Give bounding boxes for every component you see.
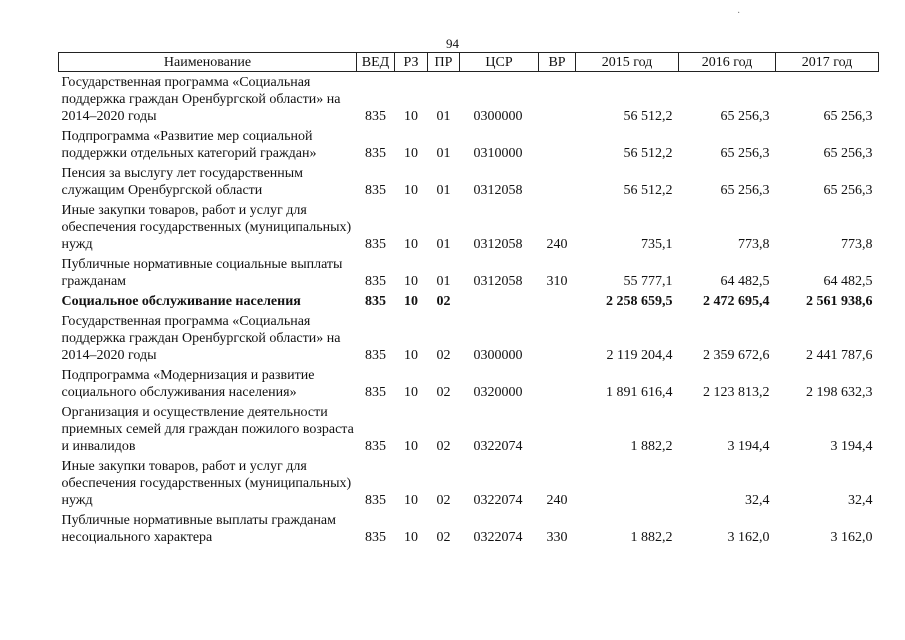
row-ved-cell: 835 [365,493,386,508]
column-header-pr: ПР [428,53,460,72]
row-name-cell: Публичные нормативные выплаты гражданам несоциального характера [61,513,336,545]
row-ved-cell: 835 [365,530,386,545]
row-vr-cell: 310 [546,274,568,289]
column-header-2017: 2017 год [776,53,879,72]
row-vr-cell: 240 [546,493,568,508]
row-2015-cell: 56 512,2 [623,183,673,198]
row-ved-cell: 835 [365,183,386,198]
row-pr-cell: 01 [436,274,451,289]
row-ved-cell: 835 [365,348,386,363]
row-2016-cell: 3 162,0 [727,530,770,545]
table-row [59,311,879,365]
row-name-cell: Иные закупки товаров, работ и услуг для обеспечения государственных (муниципальных) нужд [61,203,352,252]
row-2016-cell: 65 256,3 [720,146,770,161]
row-rz-cell: 10 [404,385,418,400]
table-row [59,456,879,510]
row-2016-cell: 2 472 695,4 [703,294,770,309]
table-row [59,163,879,200]
row-2015-cell: 1 882,2 [630,530,673,545]
row-vr-cell: 240 [546,237,568,252]
row-2017-cell: 2 441 787,6 [806,348,873,363]
row-pr-cell: 02 [436,294,451,309]
row-2017-cell: 65 256,3 [823,183,873,198]
row-rz-cell: 10 [404,274,418,289]
row-2017-cell: 65 256,3 [823,109,873,124]
table-row [59,365,879,402]
row-vr-cell [539,311,576,365]
row-name-cell: Публичные нормативные социальные выплаты гражданам [61,257,343,289]
column-header-2015: 2015 год [576,53,679,72]
row-2015-cell: 1 891 616,4 [606,385,673,400]
row-rz-cell: 10 [404,530,418,545]
row-ved-cell: 835 [365,294,386,309]
row-vr-cell: 330 [546,530,568,545]
row-2017-cell: 65 256,3 [823,146,873,161]
row-name-cell: Организация и осуществление деятельности приемных семей для граждан пожилого возраста и инвалидов [61,405,354,454]
row-2017-cell: 64 482,5 [823,274,873,289]
row-2015-cell: 55 777,1 [623,274,673,289]
row-2017-cell: 2 198 632,3 [806,385,873,400]
table-row [59,254,879,291]
row-csr-cell: 0312058 [473,237,523,252]
row-2016-cell: 2 123 813,2 [703,385,770,400]
row-rz-cell: 10 [404,146,418,161]
header-row [59,53,879,72]
row-2016-cell: 3 194,4 [727,439,770,454]
row-name-cell: Подпрограмма «Модернизация и развитие социального обслуживания населения» [61,368,315,400]
page-number: 94 [446,36,459,51]
row-pr-cell: 02 [436,348,451,363]
row-2016-cell: 32,4 [745,493,770,508]
row-2015-cell: 56 512,2 [623,146,673,161]
row-name-cell: Социальное обслуживание населения [61,294,301,309]
row-rz-cell: 10 [404,294,418,309]
row-ved-cell: 835 [365,385,386,400]
table-row [59,510,879,547]
row-rz-cell: 10 [404,109,418,124]
table-header [59,53,879,72]
row-ved-cell: 835 [365,109,386,124]
table-body [59,72,879,548]
row-2016-cell: 65 256,3 [720,183,770,198]
row-csr-cell [460,291,539,311]
row-name-cell: Пенсия за выслугу лет государственным служащим Оренбургской области [61,166,304,198]
column-header-csr: ЦСР [460,53,539,72]
row-ved-cell: 835 [365,237,386,252]
row-2016-cell: 2 359 672,6 [703,348,770,363]
row-2015-cell: 2 258 659,5 [606,294,673,309]
row-pr-cell: 01 [436,109,451,124]
row-pr-cell: 01 [436,146,451,161]
row-name-cell: Государственная программа «Социальная поддержка граждан Оренбургской области» на 2014–2020 годы [61,75,341,124]
table-row [59,200,879,254]
row-vr-cell [539,402,576,456]
row-2015-cell [576,456,679,510]
row-2017-cell: 3 194,4 [830,439,873,454]
row-rz-cell: 10 [404,493,418,508]
row-2017-cell: 3 162,0 [830,530,873,545]
row-vr-cell [539,291,576,311]
column-header-name: Наименование [59,53,357,72]
row-rz-cell: 10 [404,237,418,252]
row-csr-cell: 0310000 [473,146,523,161]
column-header-rz: РЗ [395,53,428,72]
row-csr-cell: 0322074 [473,439,523,454]
row-2015-cell: 1 882,2 [630,439,673,454]
row-csr-cell: 0322074 [473,493,523,508]
row-2015-cell: 735,1 [641,237,673,252]
row-csr-cell: 0312058 [473,183,523,198]
row-name-cell: Иные закупки товаров, работ и услуг для обеспечения государственных (муниципальных) нужд [61,459,352,508]
row-csr-cell: 0322074 [473,530,523,545]
row-vr-cell [539,365,576,402]
column-header-vr: ВР [539,53,576,72]
row-rz-cell: 10 [404,348,418,363]
row-csr-cell: 0320000 [473,385,523,400]
column-header-ved: ВЕД [357,53,395,72]
budget-table [58,52,879,547]
row-pr-cell: 01 [436,237,451,252]
row-2016-cell: 773,8 [738,237,770,252]
row-2017-cell: 773,8 [841,237,873,252]
row-name-cell: Государственная программа «Социальная поддержка граждан Оренбургской области» на 2014–2020 годы [61,314,341,363]
row-ved-cell: 835 [365,146,386,161]
row-pr-cell: 02 [436,493,451,508]
row-rz-cell: 10 [404,439,418,454]
row-2016-cell: 65 256,3 [720,109,770,124]
row-2017-cell: 2 561 938,6 [806,294,873,309]
row-csr-cell: 0312058 [473,274,523,289]
row-name-cell: Подпрограмма «Развитие мер социальной поддержки отдельных категорий граждан» [61,129,317,161]
row-ved-cell: 835 [365,274,386,289]
row-csr-cell: 0300000 [473,348,523,363]
row-pr-cell: 02 [436,530,451,545]
scan-speck: · [737,8,741,19]
row-ved-cell: 835 [365,439,386,454]
row-csr-cell: 0300000 [473,109,523,124]
table-row [59,126,879,163]
row-vr-cell [539,72,576,127]
table-row [59,402,879,456]
column-header-2016: 2016 год [679,53,776,72]
row-pr-cell: 02 [436,385,451,400]
row-pr-cell: 01 [436,183,451,198]
table-row [59,291,879,311]
row-pr-cell: 02 [436,439,451,454]
row-2015-cell: 2 119 204,4 [606,348,673,363]
row-rz-cell: 10 [404,183,418,198]
row-2015-cell: 56 512,2 [623,109,673,124]
row-2017-cell: 32,4 [848,493,873,508]
row-vr-cell [539,126,576,163]
row-vr-cell [539,163,576,200]
table-row [59,72,879,127]
row-2016-cell: 64 482,5 [720,274,770,289]
